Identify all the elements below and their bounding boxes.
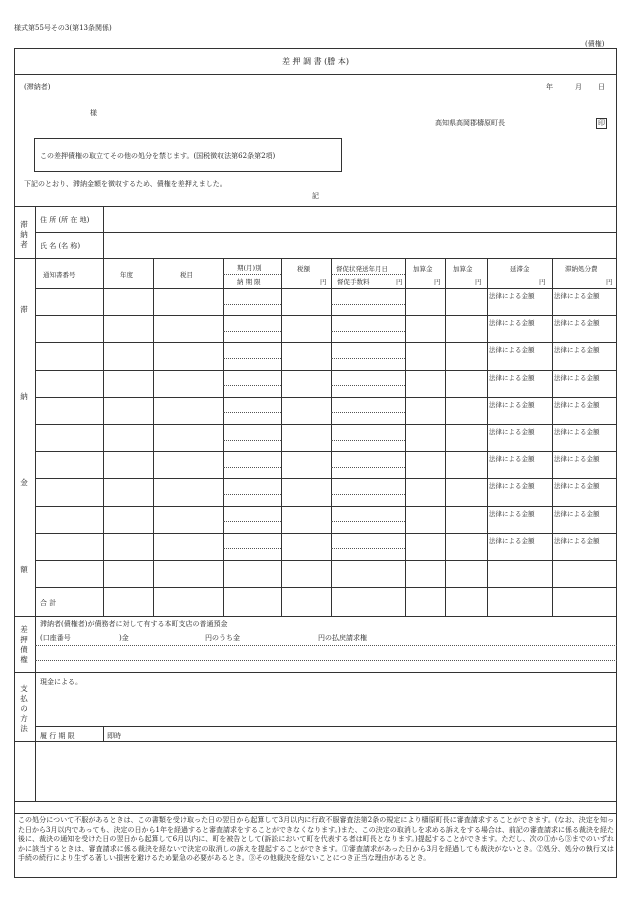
tax-amount-header: 税額	[297, 265, 310, 273]
row-dotted-line	[331, 358, 405, 359]
table-row-line	[35, 315, 617, 316]
delinquency-statutory: 法律による金額	[489, 482, 535, 490]
row-dotted-line	[223, 358, 281, 359]
table-row-line	[35, 560, 617, 561]
seized-side-label: 差押債権	[20, 625, 28, 664]
side-char: 納	[20, 392, 28, 401]
claim-text: 円の払戻請求権	[318, 634, 367, 642]
table-top-line	[14, 258, 617, 259]
table-row-line	[35, 587, 617, 588]
notice-no-header: 通知書番号	[43, 271, 76, 279]
table-row-line	[35, 478, 617, 479]
delinquency-statutory: 法律による金額	[489, 428, 535, 436]
table-column-line	[487, 258, 488, 616]
deadline-label: 履 行 期 限	[40, 732, 75, 740]
issuer: 高知県高岡郡檮原町長	[435, 119, 505, 127]
row-dotted-line	[331, 521, 405, 522]
table-column-line	[153, 258, 154, 616]
appeal-notice: この処分について不服があるときは、この書類を受け取った日の翌日から起算して3月以内に行政不服審査法第2条の規定により檮原町長に審査請求することができます。(なお、決定を知った日から3月以内であっても、決定の日から1年を経過すると審査請求をすることができなくなります。)また、この決定の取消しを求める訴えをする場合は、前記の審査請求に係る裁決を経た後に、裁決の通知を受けた日の翌日から起算して6月以内に、町を被告として(訴訟において町を代表する者は町長となります。)提起することができます。ただし、次の①から③までのいずれかに該当するときは、審査請求に係る裁決を経ないで決定の取消しの訴えを提起することができます。①審査請求があった日から3月を経過しても裁決がないとき。②処分、処分の執行又は手続の続行により生ずる著しい損害を避けるため緊急の必要があるとき。③その他裁決を経ないことにつき正当な理由があるとき。	[18, 816, 614, 863]
side-column-line	[35, 206, 36, 801]
due-header: 納 期 限	[237, 278, 261, 286]
row-dotted-line	[331, 412, 405, 413]
table-column-line	[281, 258, 282, 616]
taxpayer-side-label: 滞納者	[20, 220, 28, 249]
disposal-statutory: 法律による金額	[554, 374, 600, 382]
account-close: )金	[119, 634, 129, 642]
row-dotted-line	[331, 548, 405, 549]
table-row-line	[35, 342, 617, 343]
payment-top-line	[14, 672, 617, 673]
deadline-divider	[103, 726, 104, 741]
side-char: 金	[20, 478, 28, 487]
row-dotted-line	[331, 331, 405, 332]
side-char: 滞	[20, 305, 28, 314]
seal-mark: 印	[598, 119, 605, 127]
surcharge2-header: 加算金	[453, 265, 473, 273]
header-dotted-line	[331, 274, 405, 275]
prohibition-notice: この差押債権の取立てその他の処分を禁じます。(国税徴収法第62条第2項)	[40, 152, 276, 160]
notice-top-line	[14, 801, 617, 802]
date-year: 年	[546, 83, 553, 91]
row-dotted-line	[223, 304, 281, 305]
total-label: 合 計	[40, 599, 57, 607]
row-dotted-line	[223, 412, 281, 413]
delinquency-statutory: 法律による金額	[489, 292, 535, 300]
page-title: 差 押 調 書 (謄 本)	[282, 57, 349, 66]
address-label: 住 所 (所 在 地)	[40, 216, 90, 224]
row-dotted-line	[331, 467, 405, 468]
table-column-line	[331, 258, 332, 616]
surcharge1-yen: 円	[434, 278, 441, 286]
period-header: 期(月)別	[237, 264, 262, 272]
demand-date-header: 督促状発送年月日	[336, 265, 388, 273]
header-bottom-line	[35, 288, 617, 289]
row-dotted-line	[223, 440, 281, 441]
title-divider	[14, 74, 617, 75]
disposal-statutory: 法律による金額	[554, 455, 600, 463]
table-row-line	[35, 397, 617, 398]
payment-side-label: 支払の方法	[20, 684, 28, 733]
addressee-suffix: 様	[90, 109, 97, 117]
tax-amount-yen: 円	[320, 278, 327, 286]
row-dotted-line	[223, 331, 281, 332]
tax-item-header: 税目	[180, 271, 193, 279]
delinquency-statutory: 法律による金額	[489, 510, 535, 518]
intro-text: 下記のとおり、滞納金額を徴収するため、債権を差押えました。	[24, 180, 227, 188]
delinquency-statutory: 法律による金額	[489, 374, 535, 382]
date-month: 月	[575, 83, 582, 91]
row-dotted-line	[331, 440, 405, 441]
seized-line1: 滞納者(債権者)が債務者に対して有する本町支店の普通預金	[40, 620, 228, 628]
disposal-statutory: 法律による金額	[554, 292, 600, 300]
blank-top-line	[14, 741, 617, 742]
row-dotted-line	[223, 548, 281, 549]
ki-label: 記	[312, 192, 319, 200]
header-dotted-line	[223, 274, 281, 275]
year-header: 年度	[120, 271, 133, 279]
disposal-statutory: 法律による金額	[554, 537, 600, 545]
form-number: 様式第55号その3(第13条関係)	[14, 24, 112, 32]
of-which: 円のうち金	[205, 634, 240, 642]
seized-top-line	[14, 616, 617, 617]
delinquency-statutory: 法律による金額	[489, 319, 535, 327]
delinquency-statutory: 法律による金額	[489, 537, 535, 545]
row-dotted-line	[331, 494, 405, 495]
copy-type: (債権)	[585, 40, 605, 48]
row-dotted-line	[223, 521, 281, 522]
delinquency-statutory: 法律による金額	[489, 401, 535, 409]
disposal-statutory: 法律による金額	[554, 510, 600, 518]
row-dotted-line	[223, 494, 281, 495]
table-row-line	[35, 451, 617, 452]
taxpayer-top-line	[14, 206, 617, 207]
table-row-line	[35, 424, 617, 425]
table-column-line	[552, 258, 553, 616]
disposal-cost-header: 滞納処分費	[565, 265, 598, 273]
surcharge1-header: 加算金	[413, 265, 433, 273]
disposal-statutory: 法律による金額	[554, 319, 600, 327]
demand-fee-yen: 円	[396, 278, 403, 286]
deadline-value: 即時	[107, 732, 121, 740]
seized-dotted-line	[35, 660, 617, 661]
name-label: 氏 名 (名 称)	[40, 242, 81, 250]
disposal-statutory: 法律による金額	[554, 428, 600, 436]
row-dotted-line	[331, 304, 405, 305]
table-column-line	[445, 258, 446, 616]
table-column-line	[405, 258, 406, 616]
taxpayer-mid-line	[35, 232, 617, 233]
delinquent-label: (滞納者)	[24, 83, 51, 91]
disposal-statutory: 法律による金額	[554, 346, 600, 354]
delinquency-header: 延滞金	[510, 265, 530, 273]
disposal-statutory: 法律による金額	[554, 401, 600, 409]
side-char: 額	[20, 565, 28, 574]
demand-fee-header: 督促手数料	[337, 278, 370, 286]
seized-dotted-line	[35, 645, 617, 646]
table-row-line	[35, 506, 617, 507]
table-column-line	[103, 258, 104, 616]
delinquency-yen: 円	[539, 278, 546, 286]
form-frame	[14, 48, 617, 878]
delinquency-statutory: 法律による金額	[489, 346, 535, 354]
row-dotted-line	[223, 385, 281, 386]
notice-inner-line	[14, 813, 617, 814]
date-day: 日	[598, 83, 605, 91]
delinquency-statutory: 法律による金額	[489, 455, 535, 463]
row-dotted-line	[223, 467, 281, 468]
table-row-line	[35, 370, 617, 371]
row-dotted-line	[331, 385, 405, 386]
deadline-top-line	[35, 726, 617, 727]
table-column-line	[223, 258, 224, 616]
surcharge2-yen: 円	[475, 278, 482, 286]
payment-method: 現金による。	[40, 678, 82, 686]
disposal-cost-yen: 円	[606, 278, 613, 286]
table-row-line	[35, 533, 617, 534]
account-open: (口座番号	[40, 634, 71, 642]
disposal-statutory: 法律による金額	[554, 482, 600, 490]
